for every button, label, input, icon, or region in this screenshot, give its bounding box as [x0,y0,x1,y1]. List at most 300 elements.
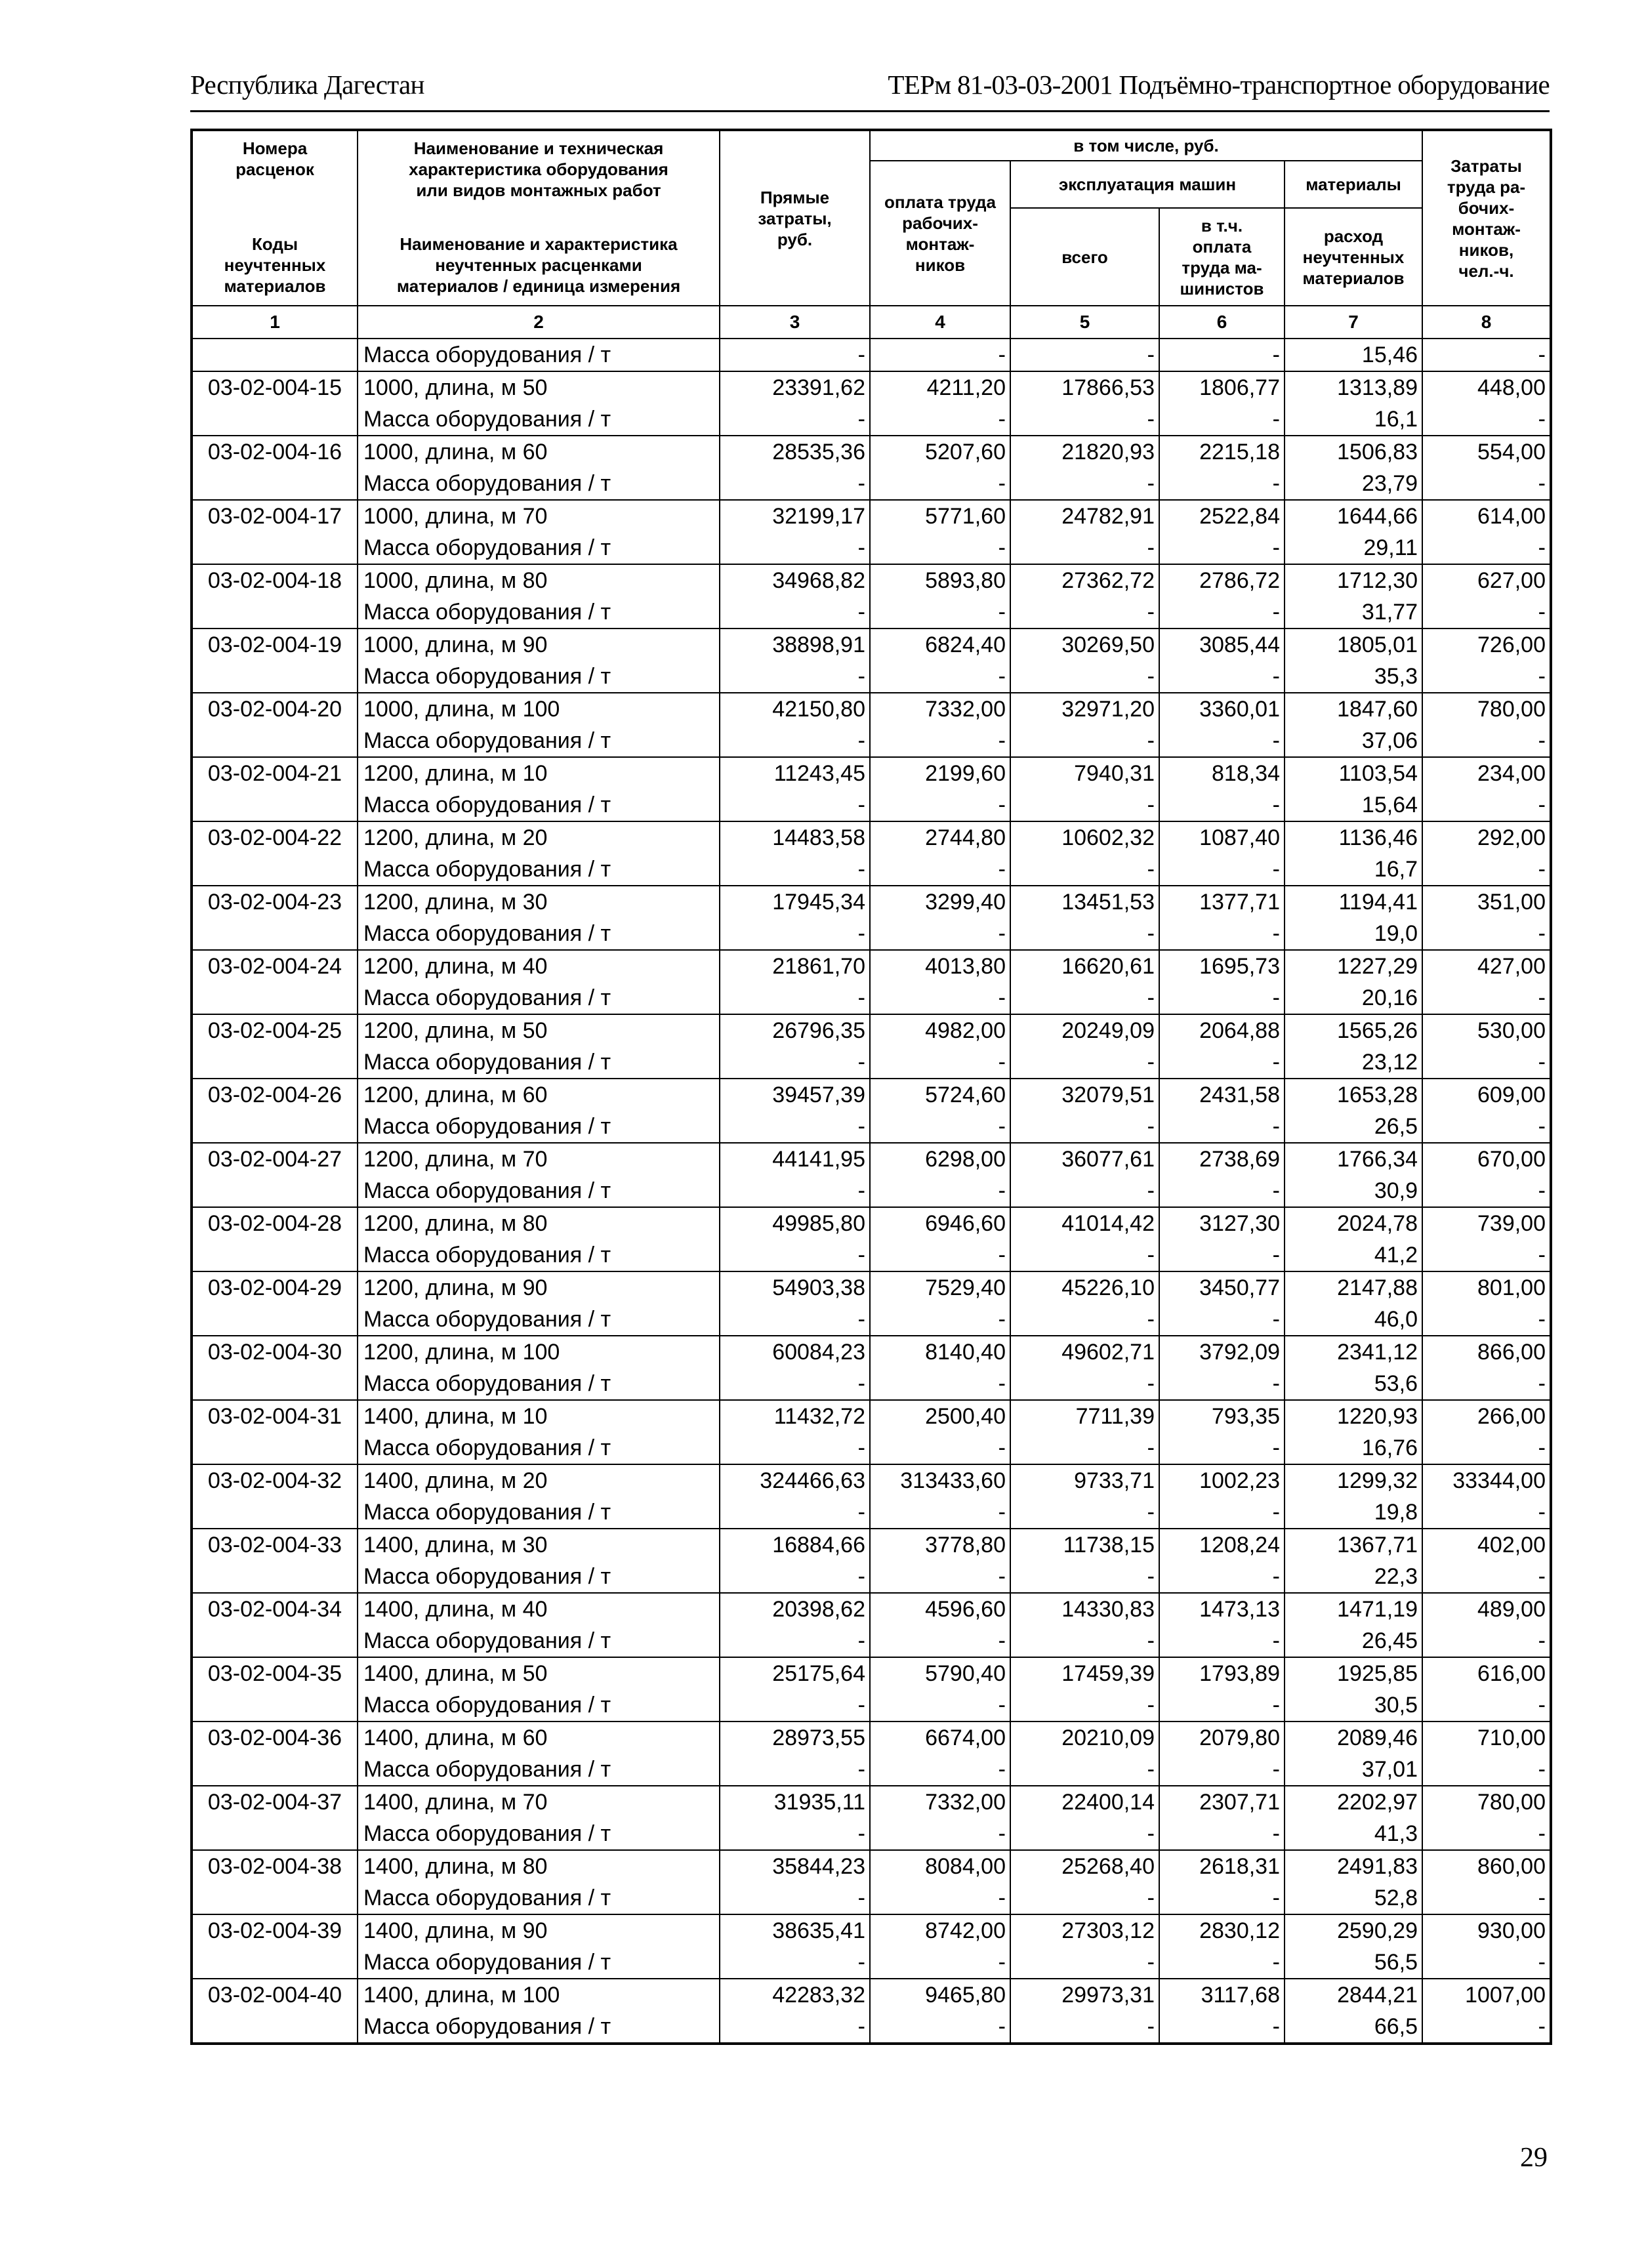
machinist-wage-cell: 1377,71 [1159,886,1285,918]
rate-code-cell: 03-02-004-18 [192,564,358,629]
materials-consumption-cell: 1925,85 [1285,1657,1422,1689]
direct-costs-header [720,130,870,306]
labor-hours-cell: 801,00 [1422,1271,1551,1304]
rate-group-row [192,596,1551,629]
description-cell: Масса оборудования / т [358,1111,720,1143]
labor-hours-cell: 930,00 [1422,1914,1551,1947]
machinist-wage-cell: 3127,30 [1159,1207,1285,1239]
labor-wage-cell: - [870,596,1010,629]
machinist-wage-cell: 1473,13 [1159,1593,1285,1625]
table-head [192,130,1551,339]
rate-group-row [192,1496,1551,1529]
rate-group-first-row [192,1400,1551,1432]
direct-cost-cell: - [720,1625,870,1657]
labor-hours-cell: 292,00 [1422,821,1551,854]
labor-hours-header [1422,130,1551,306]
direct-cost-cell: - [720,1947,870,1979]
description-cell: Масса оборудования / т [358,982,720,1014]
labor-wage-cell: - [870,854,1010,886]
description-cell: Масса оборудования / т [358,339,720,371]
rate-group-first-row [192,436,1551,468]
document-title: ТЕРм 81-03-03-2001 Подъёмно-транспортное оборудование [888,70,1550,100]
machinist-wage-cell: 2786,72 [1159,564,1285,596]
description-cell: Масса оборудования / т [358,1625,720,1657]
materials-consumption-cell: 16,7 [1285,854,1422,886]
machinist-wage-cell: - [1159,1432,1285,1464]
machine-operation-cell: 27362,72 [1010,564,1159,596]
machine-total-header [1010,208,1159,306]
machine-operation-cell: - [1010,1496,1159,1529]
labor-hours-cell: - [1422,661,1551,693]
machine-operation-cell: - [1010,789,1159,821]
column-number-row [192,306,1551,339]
labor-wage-cell: - [870,918,1010,950]
labor-hours-cell: - [1422,1882,1551,1914]
name-header-stack [360,133,717,304]
machine-operation-cell: 14330,83 [1010,1593,1159,1625]
rate-group-first-row [192,1593,1551,1625]
machinist-wages-label: в т.ч. оплата труда ма- шинистов [1180,215,1264,299]
machine-operation-cell: - [1010,1947,1159,1979]
description-cell: 1000, длина, м 90 [358,629,720,661]
machinist-wage-cell: - [1159,1496,1285,1529]
machine-operation-cell: - [1010,982,1159,1014]
machine-operation-cell: - [1010,1175,1159,1207]
machine-operation-cell: 21820,93 [1010,436,1159,468]
direct-cost-cell: - [720,1175,870,1207]
description-cell: Масса оборудования / т [358,725,720,757]
rate-group-row [192,1754,1551,1786]
labor-wage-cell: - [870,1561,1010,1593]
machinist-wage-cell: - [1159,1239,1285,1271]
direct-cost-cell: 26796,35 [720,1014,870,1046]
rate-group-row [192,1175,1551,1207]
machine-operation-cell: - [1010,661,1159,693]
machinist-wage-cell: - [1159,1625,1285,1657]
labor-hours-cell: 614,00 [1422,500,1551,532]
materials-consumption-cell: 2491,83 [1285,1850,1422,1882]
direct-cost-cell: - [720,1689,870,1722]
labor-hours-cell: 860,00 [1422,1850,1551,1882]
labor-hours-cell: 739,00 [1422,1207,1551,1239]
machine-operation-cell: 20210,09 [1010,1722,1159,1754]
rate-group-row [192,1432,1551,1464]
description-cell: Масса оборудования / т [358,854,720,886]
description-cell: Масса оборудования / т [358,532,720,564]
materials-consumption-cell: 1313,89 [1285,371,1422,403]
labor-wage-cell: 6298,00 [870,1143,1010,1175]
machinist-wage-cell: - [1159,1947,1285,1979]
description-cell: Масса оборудования / т [358,1689,720,1722]
machinist-wage-cell: - [1159,725,1285,757]
rate-group-row [192,532,1551,564]
machine-operation-cell: - [1010,403,1159,436]
description-cell: 1200, длина, м 30 [358,886,720,918]
materials-consumption-cell: 2844,21 [1285,1979,1422,2011]
column-number: 6 [1159,306,1285,339]
machinist-wage-cell: 818,34 [1159,757,1285,789]
description-cell: 1400, длина, м 90 [358,1914,720,1947]
machinist-wage-cell: 1208,24 [1159,1529,1285,1561]
machinist-wage-cell: - [1159,982,1285,1014]
labor-hours-cell: - [1422,1625,1551,1657]
column-number: 7 [1285,306,1422,339]
labor-hours-cell: - [1422,1947,1551,1979]
materials-consumption-cell: 20,16 [1285,982,1422,1014]
direct-cost-cell: 38635,41 [720,1914,870,1947]
machinist-wage-cell: 1793,89 [1159,1657,1285,1689]
rate-group-first-row [192,1979,1551,2011]
machine-operation-cell: 7711,39 [1010,1400,1159,1432]
machinist-wage-cell: 2738,69 [1159,1143,1285,1175]
materials-consumption-cell: 52,8 [1285,1882,1422,1914]
rate-code-cell: 03-02-004-30 [192,1336,358,1400]
machinist-wage-cell: 2064,88 [1159,1014,1285,1046]
machine-operation-cell: - [1010,1304,1159,1336]
description-cell: 1400, длина, м 40 [358,1593,720,1625]
rate-group-row [192,1689,1551,1722]
labor-wage-cell: - [870,1689,1010,1722]
machinist-wage-cell: 3792,09 [1159,1336,1285,1368]
labor-wage-cell: 9465,80 [870,1979,1010,2011]
direct-cost-cell: 17945,34 [720,886,870,918]
labor-hours-cell: 726,00 [1422,629,1551,661]
materials-consumption-cell: 30,5 [1285,1689,1422,1722]
rate-code-cell: 03-02-004-37 [192,1786,358,1850]
direct-cost-cell: - [720,596,870,629]
machinist-wage-cell: - [1159,1689,1285,1722]
direct-cost-cell: - [720,1882,870,1914]
description-cell: 1200, длина, м 50 [358,1014,720,1046]
materials-consumption-cell: 37,01 [1285,1754,1422,1786]
direct-cost-cell: 38898,91 [720,629,870,661]
labor-hours-cell: 448,00 [1422,371,1551,403]
materials-consumption-label: расход неучтенных материалов [1302,226,1405,288]
direct-cost-cell: - [720,1368,870,1400]
direct-cost-cell: 11243,45 [720,757,870,789]
rate-number-header-stack [195,133,355,304]
materials-consumption-cell: 46,0 [1285,1304,1422,1336]
machinist-wage-cell: 2830,12 [1159,1914,1285,1947]
labor-hours-cell: - [1422,725,1551,757]
rate-group-row [192,661,1551,693]
direct-cost-cell: - [720,1818,870,1850]
description-cell: 1000, длина, м 50 [358,371,720,403]
labor-wage-cell: - [870,1432,1010,1464]
machinist-wage-cell: 3450,77 [1159,1271,1285,1304]
including-header [870,130,1422,161]
machinist-wage-cell: 793,35 [1159,1400,1285,1432]
machinist-wage-cell: - [1159,1304,1285,1336]
column-number: 1 [192,306,358,339]
rates-table [190,129,1552,2045]
rate-group-row [192,1818,1551,1850]
rate-group-first-row [192,950,1551,982]
machinist-wage-cell: - [1159,789,1285,821]
machine-operation-cell: - [1010,596,1159,629]
materials-consumption-cell: 35,3 [1285,661,1422,693]
direct-cost-cell: 31935,11 [720,1786,870,1818]
column-number: 8 [1422,306,1551,339]
rate-group-first-row [192,1722,1551,1754]
materials-consumption-cell: 37,06 [1285,725,1422,757]
rate-code-cell: 03-02-004-19 [192,629,358,693]
materials-consumption-cell: 2341,12 [1285,1336,1422,1368]
labor-hours-label: Затраты труда ра- бочих- монтаж- ников, чел.-ч. [1447,155,1526,281]
direct-costs-label: Прямые затраты, руб. [758,187,832,249]
materials-consumption-cell: 30,9 [1285,1175,1422,1207]
rate-code-cell: 03-02-004-38 [192,1850,358,1914]
table-body [192,339,1551,2044]
machinist-wage-cell: - [1159,1368,1285,1400]
machine-operation-cell: 20249,09 [1010,1014,1159,1046]
labor-wage-cell: - [870,1947,1010,1979]
rate-group-first-row [192,629,1551,661]
head-row-top [192,130,1551,161]
labor-wage-cell: 5771,60 [870,500,1010,532]
name-header [358,130,720,306]
rate-group-first-row [192,1143,1551,1175]
labor-wage-cell: 8084,00 [870,1850,1010,1882]
labor-hours-cell: 234,00 [1422,757,1551,789]
machine-operation-cell: - [1010,2011,1159,2044]
machine-operation-cell: - [1010,1689,1159,1722]
materials-consumption-cell: 1136,46 [1285,821,1422,854]
column-number: 4 [870,306,1010,339]
machine-operation-cell: - [1010,339,1159,371]
machinist-wage-cell: 2079,80 [1159,1722,1285,1754]
machine-operation-cell: - [1010,532,1159,564]
description-cell: Масса оборудования / т [358,2011,720,2044]
rate-code-cell: 03-02-004-39 [192,1914,358,1979]
description-cell: Масса оборудования / т [358,596,720,629]
labor-hours-cell: 402,00 [1422,1529,1551,1561]
labor-wage-cell: 4013,80 [870,950,1010,982]
description-cell: Масса оборудования / т [358,1882,720,1914]
rate-code-cell: 03-02-004-33 [192,1529,358,1593]
labor-wage-cell: 2500,40 [870,1400,1010,1432]
labor-wage-cell: - [870,1046,1010,1079]
machine-operation-cell: 22400,14 [1010,1786,1159,1818]
labor-wage-cell: - [870,403,1010,436]
direct-cost-cell: - [720,725,870,757]
machine-operation-label: эксплуатация машин [1058,175,1237,194]
description-cell: Масса оборудования / т [358,1496,720,1529]
machine-operation-cell: 30269,50 [1010,629,1159,661]
rate-group-first-row [192,1336,1551,1368]
labor-wage-cell: 2199,60 [870,757,1010,789]
direct-cost-cell: 11432,72 [720,1400,870,1432]
machinist-wage-cell: - [1159,1818,1285,1850]
rate-group-first-row [192,757,1551,789]
machine-total-label: всего [1061,247,1108,267]
labor-wage-cell: 6674,00 [870,1722,1010,1754]
rate-group-row [192,789,1551,821]
machine-operation-cell: - [1010,918,1159,950]
labor-hours-cell: 710,00 [1422,1722,1551,1754]
rate-group-row [192,403,1551,436]
direct-cost-cell: 16884,66 [720,1529,870,1561]
materials-consumption-cell: 15,46 [1285,339,1422,371]
labor-hours-cell: 427,00 [1422,950,1551,982]
labor-hours-cell: - [1422,1432,1551,1464]
rate-group-first-row [192,693,1551,725]
machinist-wage-cell: - [1159,918,1285,950]
machinist-wage-cell: - [1159,339,1285,371]
materials-consumption-cell: 19,0 [1285,918,1422,950]
materials-consumption-cell: 66,5 [1285,2011,1422,2044]
machinist-wage-cell: 1695,73 [1159,950,1285,982]
description-cell: Масса оборудования / т [358,1239,720,1271]
materials-consumption-cell: 1367,71 [1285,1529,1422,1561]
labor-hours-cell: - [1422,468,1551,500]
labor-wage-cell: - [870,468,1010,500]
machine-operation-cell: - [1010,1432,1159,1464]
machine-operation-cell: - [1010,725,1159,757]
direct-cost-cell: 25175,64 [720,1657,870,1689]
description-cell: Масса оборудования / т [358,1368,720,1400]
rate-code-cell: 03-02-004-21 [192,757,358,821]
including-label: в том числе, руб. [1073,136,1219,155]
rate-group-first-row [192,1914,1551,1947]
machine-operation-cell: 7940,31 [1010,757,1159,789]
rate-group-first-row [192,1464,1551,1496]
materials-consumption-cell: 2089,46 [1285,1722,1422,1754]
description-cell: Масса оборудования / т [358,468,720,500]
labor-hours-cell: - [1422,339,1551,371]
description-cell: Масса оборудования / т [358,1561,720,1593]
rate-code-cell: 03-02-004-26 [192,1079,358,1143]
labor-wage-cell: 4596,60 [870,1593,1010,1625]
rate-code-cell: 03-02-004-34 [192,1593,358,1657]
machinist-wage-cell: 3117,68 [1159,1979,1285,2011]
labor-wage-cell: 7332,00 [870,693,1010,725]
direct-cost-cell: - [720,403,870,436]
direct-cost-cell: 54903,38 [720,1271,870,1304]
direct-cost-cell: 60084,23 [720,1336,870,1368]
machinist-wage-cell: 2215,18 [1159,436,1285,468]
labor-wage-cell: 4211,20 [870,371,1010,403]
labor-hours-cell: 1007,00 [1422,1979,1551,2011]
rate-code-cell: 03-02-004-35 [192,1657,358,1722]
rate-code-cell [192,339,358,371]
labor-hours-cell: - [1422,1111,1551,1143]
description-cell: 1000, длина, м 70 [358,500,720,532]
labor-hours-cell: 670,00 [1422,1143,1551,1175]
description-cell: Масса оборудования / т [358,1754,720,1786]
rate-group-first-row [192,1786,1551,1818]
labor-hours-cell: 780,00 [1422,693,1551,725]
labor-wage-cell: - [870,1754,1010,1786]
labor-hours-cell: - [1422,532,1551,564]
labor-wages-label: оплата труда рабочих- монтаж- ников [884,192,997,275]
machine-operation-cell: 24782,91 [1010,500,1159,532]
direct-cost-cell: 44141,95 [720,1143,870,1175]
labor-wage-cell: 5724,60 [870,1079,1010,1111]
description-cell: 1400, длина, м 70 [358,1786,720,1818]
machinist-wage-cell: 2431,58 [1159,1079,1285,1111]
description-cell: 1400, длина, м 80 [358,1850,720,1882]
labor-hours-cell: - [1422,1561,1551,1593]
materials-consumption-cell: 26,5 [1285,1111,1422,1143]
materials-consumption-cell: 22,3 [1285,1561,1422,1593]
rate-group-first-row [192,371,1551,403]
rate-group-row [192,1368,1551,1400]
rate-code-cell: 03-02-004-24 [192,950,358,1014]
labor-hours-cell: - [1422,1368,1551,1400]
rate-number-header [192,130,358,306]
rate-code-cell: 03-02-004-17 [192,500,358,564]
labor-hours-cell: - [1422,1304,1551,1336]
materials-consumption-cell: 2024,78 [1285,1207,1422,1239]
labor-wage-cell: 7529,40 [870,1271,1010,1304]
rate-code-cell: 03-02-004-29 [192,1271,358,1336]
machinist-wage-cell: 2307,71 [1159,1786,1285,1818]
machinist-wage-cell: - [1159,468,1285,500]
labor-wage-cell: 6824,40 [870,629,1010,661]
materials-consumption-cell: 1471,19 [1285,1593,1422,1625]
column-number: 5 [1010,306,1159,339]
labor-wage-cell: 3778,80 [870,1529,1010,1561]
machine-operation-cell: 27303,12 [1010,1914,1159,1947]
rate-group-first-row [192,1850,1551,1882]
description-cell: Масса оборудования / т [358,661,720,693]
rate-group-row [192,725,1551,757]
machine-operation-cell: 36077,61 [1010,1143,1159,1175]
direct-cost-cell: - [720,1432,870,1464]
labor-wage-cell: - [870,661,1010,693]
description-cell: Масса оборудования / т [358,1175,720,1207]
direct-cost-cell: 28973,55 [720,1722,870,1754]
rate-code-cell: 03-02-004-31 [192,1400,358,1464]
labor-hours-cell: - [1422,918,1551,950]
rate-group-row [192,1561,1551,1593]
labor-wage-cell: - [870,532,1010,564]
labor-hours-cell: 609,00 [1422,1079,1551,1111]
rate-code-cell: 03-02-004-20 [192,693,358,757]
description-cell: 1200, длина, м 100 [358,1336,720,1368]
rate-code-cell: 03-02-004-25 [192,1014,358,1079]
rate-group-first-row [192,821,1551,854]
labor-wage-cell: 6946,60 [870,1207,1010,1239]
machinist-wage-cell: - [1159,532,1285,564]
labor-hours-cell: - [1422,1175,1551,1207]
rate-group-first-row [192,500,1551,532]
labor-wage-cell: - [870,982,1010,1014]
labor-wage-cell: 8742,00 [870,1914,1010,1947]
machine-operation-cell: 41014,42 [1010,1207,1159,1239]
materials-consumption-cell: 1653,28 [1285,1079,1422,1111]
labor-wage-cell: - [870,1496,1010,1529]
rate-group-row [192,1304,1551,1336]
description-cell: 1200, длина, м 10 [358,757,720,789]
labor-wage-cell: - [870,339,1010,371]
machine-operation-cell: 29973,31 [1010,1979,1159,2011]
materials-consumption-cell: 41,3 [1285,1818,1422,1850]
description-cell: Масса оборудования / т [358,1432,720,1464]
labor-wage-cell: 5790,40 [870,1657,1010,1689]
labor-wage-cell: - [870,1304,1010,1336]
materials-consumption-cell: 31,77 [1285,596,1422,629]
labor-hours-cell: - [1422,2011,1551,2044]
description-cell: 1400, длина, м 10 [358,1400,720,1432]
labor-hours-cell: - [1422,982,1551,1014]
materials-consumption-cell: 1103,54 [1285,757,1422,789]
labor-hours-cell: 554,00 [1422,436,1551,468]
rate-code-cell: 03-02-004-22 [192,821,358,886]
header-rule [190,110,1550,112]
direct-cost-cell: - [720,1304,870,1336]
